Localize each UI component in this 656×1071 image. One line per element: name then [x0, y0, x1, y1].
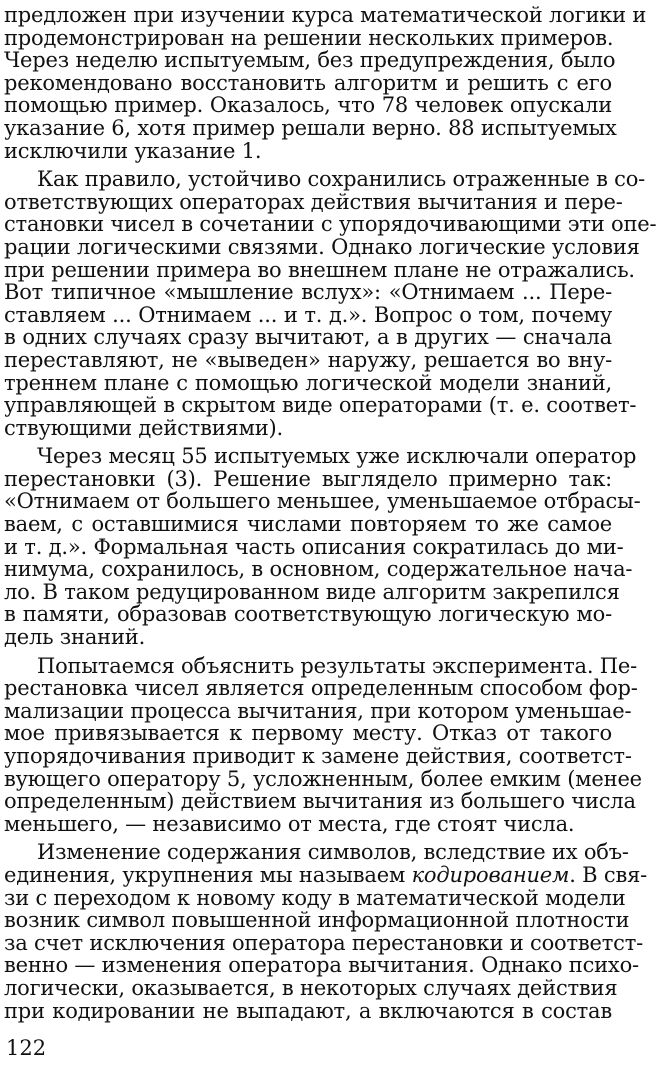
emphasized-term: кодированием: [411, 862, 570, 887]
body-text: [4, 3, 656, 1028]
text-line: указание 6, хотя пример решали верно. 88 испытуемых: [4, 115, 617, 140]
paragraph-5: [4, 840, 648, 1023]
text-line: дель знаний.: [4, 625, 146, 650]
text-line: Попытаемся объяснить результаты эксперимента. Пе-: [37, 653, 638, 678]
text-line: мализации процесса вычитания, при котором уменьшае-: [4, 698, 632, 723]
text-line: управляющей в скрытом виде операторами (т. е. соответ-: [4, 393, 637, 418]
text-line: логически, оказывается, в некоторых случаях действия: [4, 975, 618, 1000]
text-line: вующего оператору 5, усложненным, более емким (менее: [4, 766, 642, 791]
text-line: предложен при изучении курса математической логики и: [4, 3, 647, 27]
paragraph-3: [4, 444, 641, 650]
text-line: перестановки (3). Решение выглядело примерно так:: [4, 466, 612, 491]
text-line: единения, укрупнения мы называем кодированием. В свя-: [4, 862, 648, 887]
text-line: ваем, с оставшимися числами повторяем то же самое: [4, 512, 612, 537]
paragraph-4: [4, 653, 642, 836]
text-line: за счет исключения оператора перестановки и соответст-: [4, 930, 644, 955]
text-line: Через неделю испытуемым, без предупреждения, было: [4, 48, 616, 73]
text-line: переставляют, не «выведен» наружу, решается во вну-: [4, 347, 612, 372]
page-number: 122: [6, 1036, 47, 1060]
text-line: возник символ повышенной информационной плотности: [4, 908, 630, 933]
text-line: становки чисел в сочетании с упорядочивающими эти опе-: [4, 212, 656, 237]
text-line: зи с переходом к новому коду в математической модели: [4, 885, 626, 910]
text-line: венно — изменения оператора вычитания. Однако психо-: [4, 953, 639, 978]
text-line: рации логическими связями. Однако логические условия: [4, 234, 640, 259]
text-line: Вот типичное «мышление вслух»: «Отнимаем ... Пере-: [4, 280, 612, 305]
text-line: и т. д.». Формальная часть описания сократилась до ми-: [4, 534, 624, 559]
text-line: продемонстрирован на решении нескольких примеров.: [4, 25, 614, 50]
text-line: нимума, сохранилось, в основном, содержательное нача-: [4, 557, 633, 582]
text-line: ствующими действиями).: [4, 415, 283, 440]
text-line: треннем плане с помощью логической модели знаний,: [4, 370, 612, 395]
text-line: при решении примера во внешнем плане не отражались.: [4, 257, 635, 282]
text-line: при кодировании не выпадают, а включаются в состав: [4, 998, 612, 1023]
text-line: упорядочивания приводит к замене действия, соответст-: [4, 744, 632, 768]
paragraph-2: [4, 167, 656, 440]
paragraph-1: [4, 3, 647, 163]
text-line: помощью пример. Оказалось, что 78 человек опускали: [4, 93, 612, 118]
text-line: рекомендовано восстановить алгоритм и решить с его: [4, 70, 612, 95]
text-line: ставляем ... Отнимаем ... и т. д.». Вопрос о том, почему: [4, 302, 612, 327]
text-line: ответствующих операторах действия вычитания и пере-: [4, 189, 623, 214]
text-line: Изменение содержания символов, вследствие их объ-: [37, 840, 629, 865]
text-line: «Отнимаем от большего меньшее, уменьшаемое отбрасы-: [4, 489, 641, 514]
text-line: определенным) действием вычитания из большего числа: [4, 789, 636, 814]
text-line: рестановка чисел является определенным способом фор-: [4, 676, 638, 701]
text-line: в одних случаях сразу вычитают, а в других — сначала: [4, 325, 612, 350]
text-line: меньшего, — независимо от места, где стоят числа.: [4, 811, 575, 836]
text-line: в памяти, образовав соответствующую логическую мо-: [4, 602, 612, 627]
text-line: мое привязывается к первому месту. Отказ от такого: [4, 721, 612, 746]
text-line: исключили указание 1.: [4, 138, 262, 163]
text-line: Через месяц 55 испытуемых уже исключали оператор: [37, 444, 637, 469]
text-line: Как правило, устойчиво сохранились отраженные в со-: [37, 167, 646, 192]
text-line: ло. В таком редуцированном виде алгоритм закрепился: [4, 579, 620, 604]
